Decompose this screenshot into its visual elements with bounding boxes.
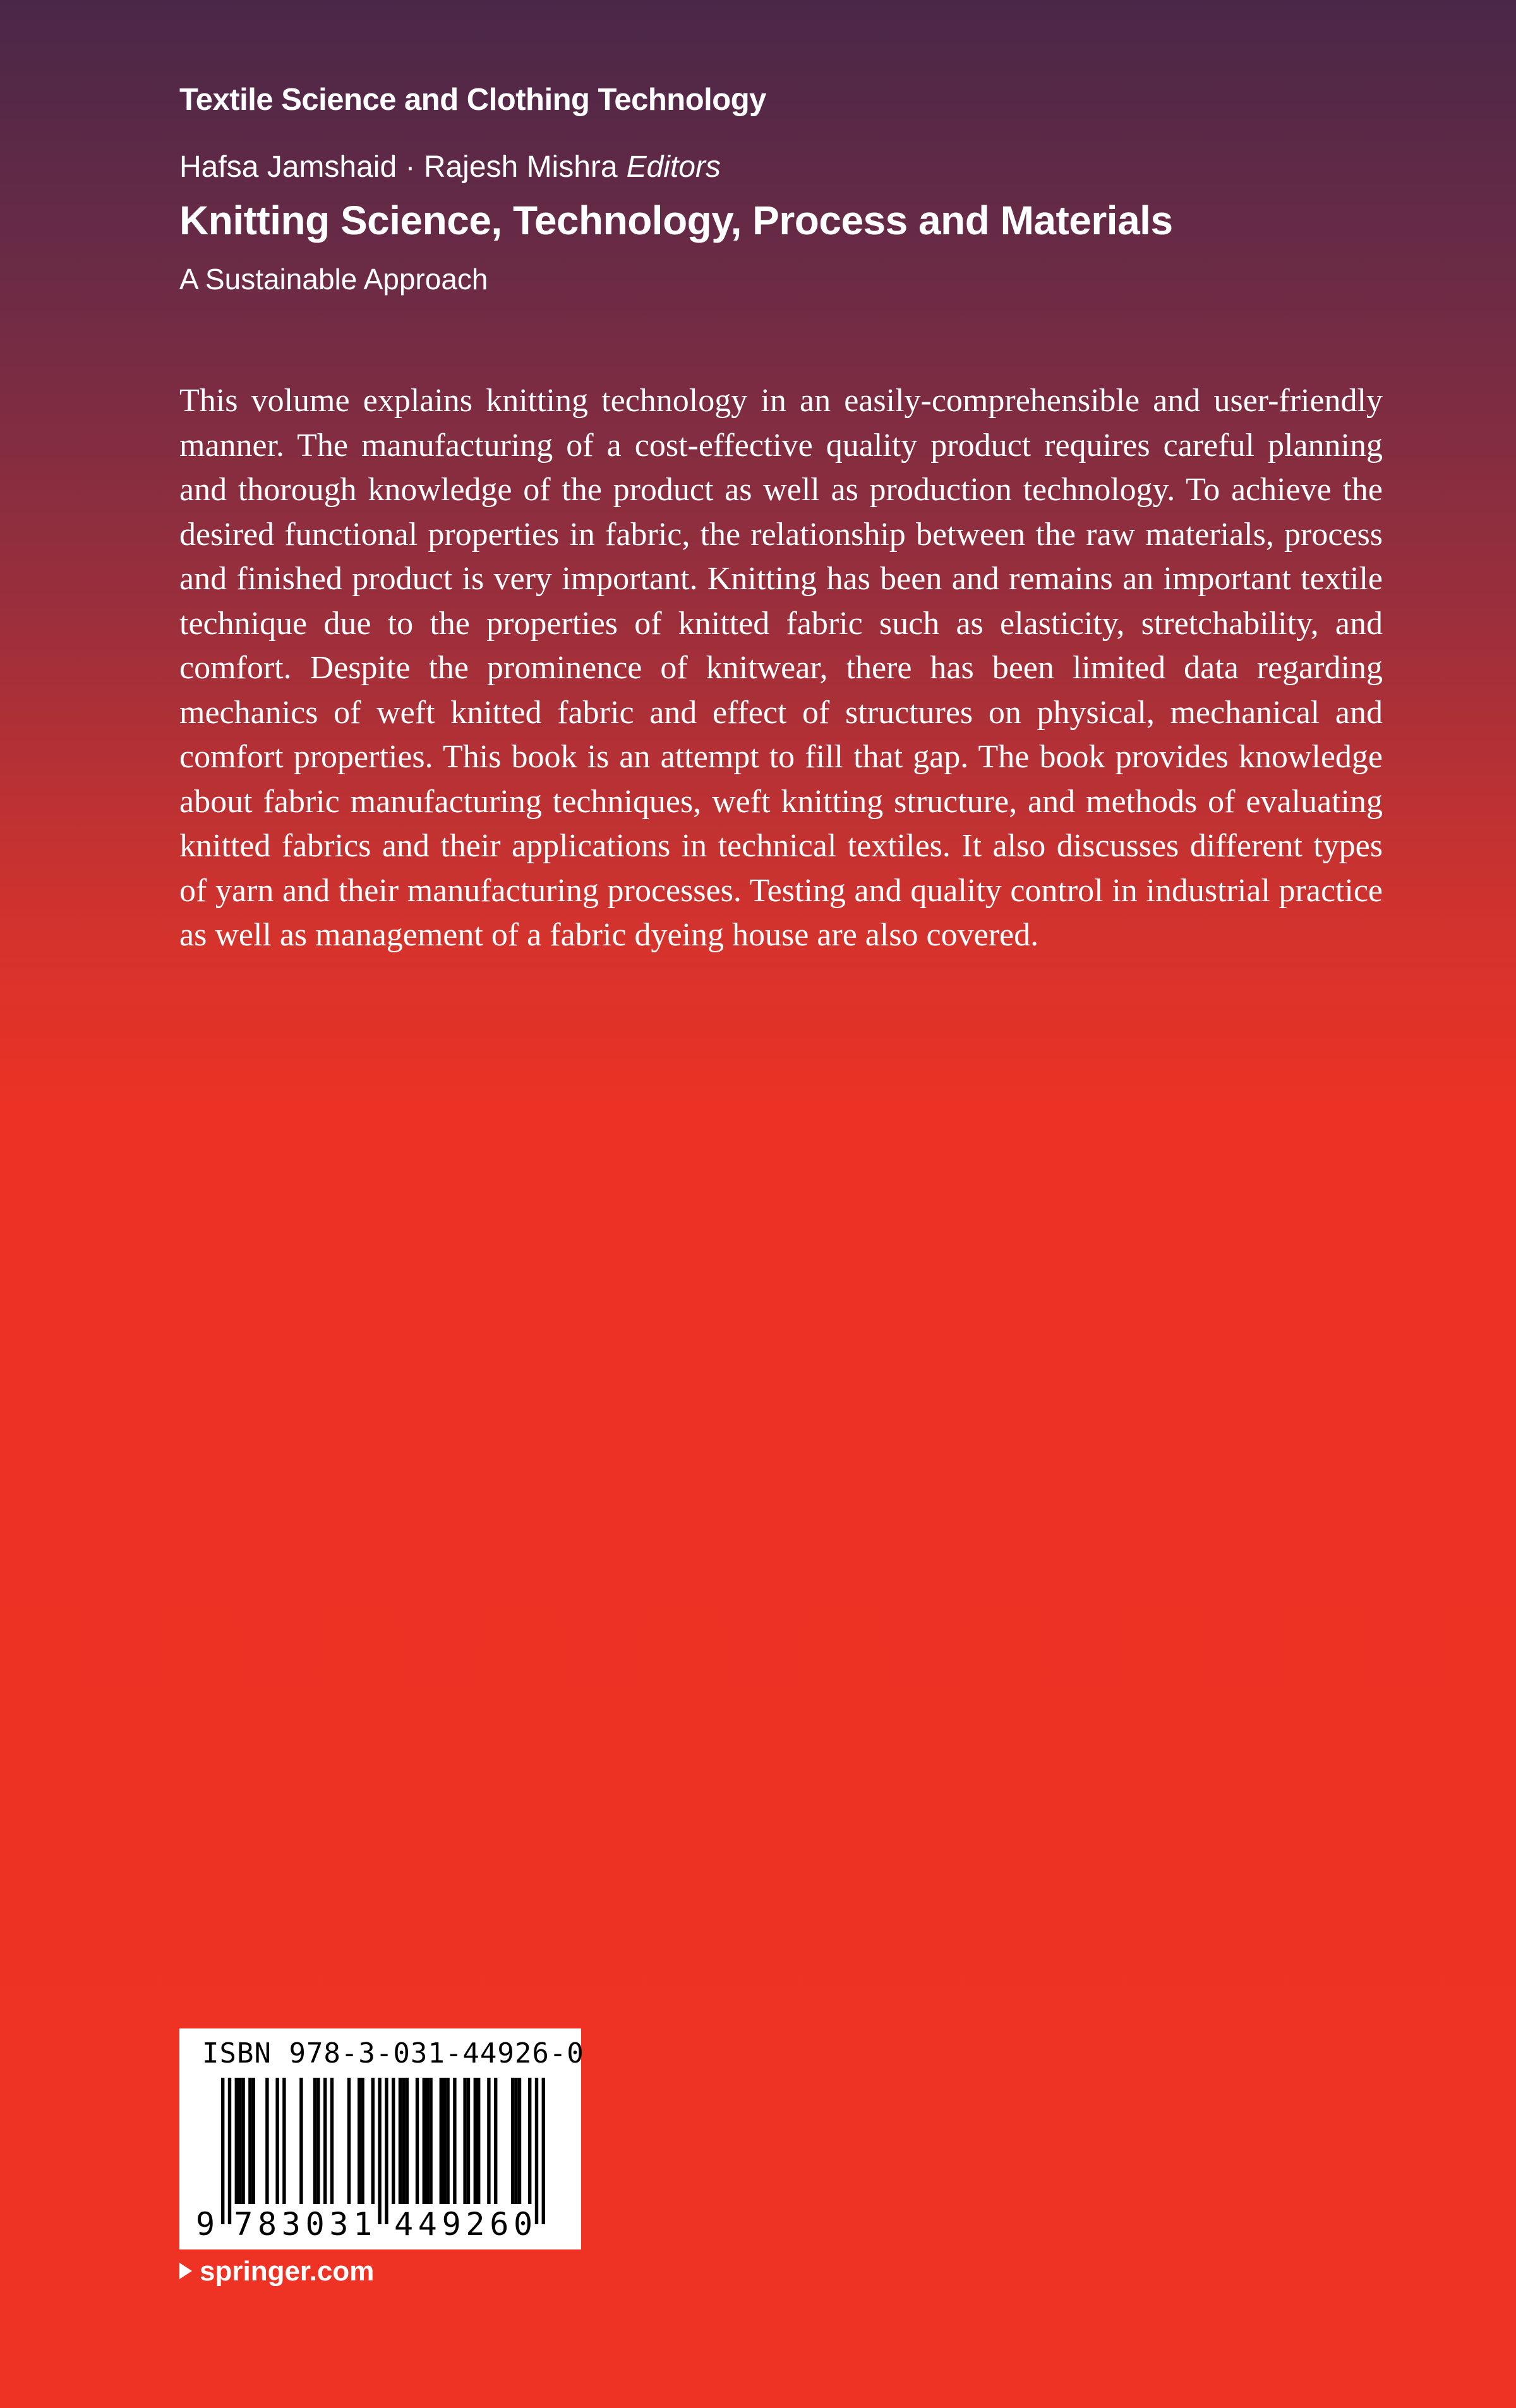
barcode-bar <box>371 2078 375 2204</box>
barcode-bar <box>275 2078 279 2204</box>
barcode-bar <box>392 2078 395 2204</box>
arrow-icon <box>179 2263 192 2279</box>
barcode-bar <box>463 2078 466 2204</box>
barcode-digit: 6 <box>490 2206 509 2243</box>
barcode-bar <box>265 2078 268 2204</box>
barcode-bar <box>241 2078 244 2204</box>
barcode-bar <box>299 2078 303 2204</box>
barcode-bar <box>518 2078 521 2204</box>
barcode-digit: 0 <box>514 2206 533 2243</box>
barcode-bar <box>542 2078 545 2224</box>
barcode-bar <box>385 2078 388 2224</box>
barcode-digit: 9 <box>442 2206 461 2243</box>
barcode-digit: 0 <box>305 2206 325 2243</box>
barcode-bar <box>378 2078 381 2224</box>
editors-role: Editors <box>626 150 721 184</box>
barcode-bar <box>252 2078 255 2204</box>
barcode-digit: 7 <box>234 2206 253 2243</box>
barcode-bar <box>467 2078 470 2204</box>
barcode-bar <box>399 2078 402 2204</box>
editors-line <box>179 150 721 184</box>
springer-link-text: springer.com <box>200 2256 375 2287</box>
description-text: This volume explains knitting technology in an easily-comprehensible and user-friendly manner. The manufacturing of a cost-effective quality product requires careful planning and thorough knowledge of the product as well as production technology. To achieve the desired functional properties in fabric, the relationship between the raw materials, process and finished product is very important. Knitting has been and remains an important textile technique due to the properties of knitted fabric such as elasticity, stretchability, and comfort. Despite the prominence of knitwear, there has been limited data regarding mechanics of weft knitted fabric and effect of structures on physical, mechanical and comfort properties. This book is an attempt to fill that gap. The book provides knowledge about fabric manufacturing techniques, weft knitting structure, and methods of evaluating knitted fabrics and their applications in technical textiles. It also discusses different types of yarn and their manufacturing processes. Testing and quality control in industrial practice as well as management of a fabric dyeing house are also covered. <box>179 383 1383 953</box>
barcode-bar <box>440 2078 443 2204</box>
barcode-bar <box>487 2078 490 2204</box>
barcode-bar <box>429 2078 432 2204</box>
barcode-bar <box>238 2078 241 2204</box>
barcode-bar <box>235 2078 238 2204</box>
isbn-label: ISBN 978-3-031-44926-0 <box>202 2037 584 2070</box>
isbn-barcode <box>179 2028 584 2249</box>
barcode-digit: 2 <box>466 2206 485 2243</box>
barcode-digit: 9 <box>196 2206 215 2243</box>
barcode-digit: 3 <box>281 2206 301 2243</box>
barcode-bar <box>423 2078 426 2204</box>
barcode-bar <box>477 2078 480 2204</box>
barcode-bar <box>330 2078 334 2204</box>
barcode-bar <box>316 2078 320 2204</box>
barcode-digit: 1 <box>353 2206 373 2243</box>
barcode-bar <box>347 2078 351 2204</box>
barcode-digits <box>179 2204 581 2244</box>
barcode-bar <box>426 2078 429 2204</box>
barcode-bar <box>474 2078 477 2204</box>
springer-link[interactable] <box>179 2256 374 2287</box>
barcode-bar <box>358 2078 361 2204</box>
barcode-bar <box>323 2078 327 2204</box>
barcode-bar <box>221 2078 224 2224</box>
barcode-bar <box>248 2078 251 2204</box>
book-subtitle: A Sustainable Approach <box>179 263 488 296</box>
barcode-digit: 4 <box>394 2206 414 2243</box>
barcode-bar <box>511 2078 514 2204</box>
barcode-bar <box>514 2078 517 2204</box>
barcode-bar <box>228 2078 231 2224</box>
barcode-digit: 3 <box>329 2206 349 2243</box>
barcode-digit: 4 <box>418 2206 437 2243</box>
barcode-bar <box>361 2078 364 2204</box>
barcode-bar <box>453 2078 456 2204</box>
series-title: Textile Science and Clothing Technology <box>179 83 766 117</box>
barcode-bar <box>402 2078 405 2204</box>
barcode-bar <box>406 2078 409 2204</box>
barcode-bar <box>416 2078 419 2204</box>
barcode-bar <box>443 2078 446 2204</box>
barcode-digit: 8 <box>258 2206 277 2243</box>
barcode-bar <box>282 2078 286 2204</box>
barcode-bar <box>535 2078 538 2224</box>
barcode-bar <box>446 2078 449 2204</box>
barcode-bar <box>313 2078 316 2204</box>
barcode-bar <box>528 2078 531 2204</box>
book-title: Knitting Science, Technology, Process and Materials <box>179 198 1173 243</box>
barcode-bar <box>494 2078 497 2204</box>
editor-names: Hafsa Jamshaid · Rajesh Mishra <box>179 150 618 184</box>
